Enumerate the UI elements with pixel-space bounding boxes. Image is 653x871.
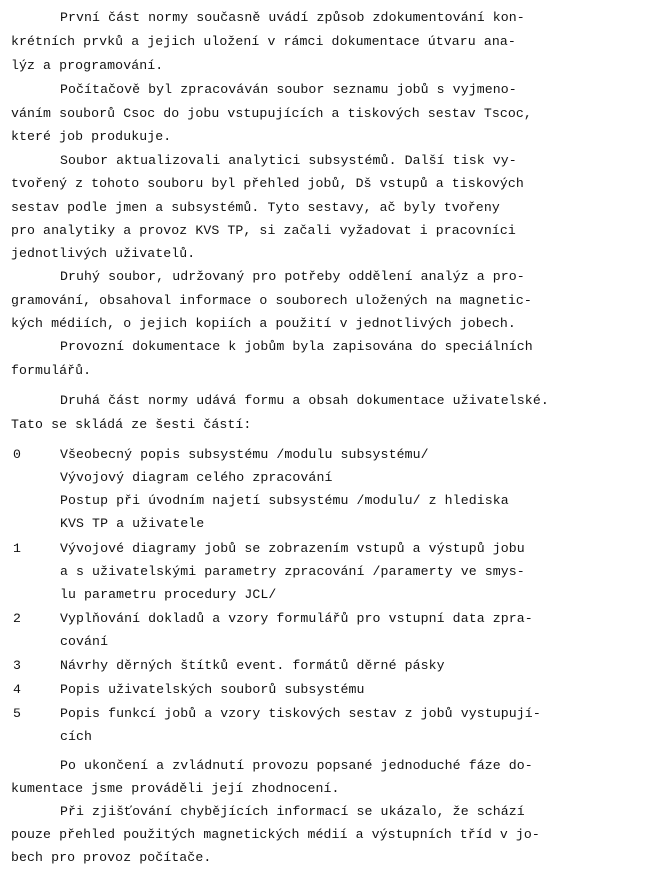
text-line: Po ukončení a zvládnutí provozu popsané jednoduché fáze do-	[60, 758, 533, 773]
list-item-line: Vývojový diagram celého zpracování	[60, 470, 333, 485]
text-line: Druhý soubor, udržovaný pro potřeby oddělení analýz a pro-	[60, 269, 525, 284]
list-item-line: Vývojové diagramy jobů se zobrazením vstupů a výstupů jobu	[60, 541, 525, 556]
list-item-number: 3	[13, 658, 21, 673]
list-item-line: Popis funkcí jobů a vzory tiskových sestav z jobů vystupují-	[60, 706, 541, 721]
text-line: formulářů.	[11, 363, 92, 378]
list-item-line: Vyplňování dokladů a vzory formulářů pro vstupní data zpra-	[60, 611, 533, 626]
list-item-number: 5	[13, 706, 21, 721]
text-line: bech pro provoz počítače.	[11, 850, 212, 865]
list-item-number: 0	[13, 447, 21, 462]
text-line: kých médiích, o jejich kopiích a použití v jednotlivých jobech.	[11, 316, 516, 331]
text-line: sestav podle jmen a subsystémů. Tyto sestavy, ač byly tvořeny	[11, 200, 500, 215]
text-line: kumentace jsme prováděli její zhodnocení.	[11, 781, 340, 796]
text-line: které job produkuje.	[11, 129, 172, 144]
text-line: První část normy současně uvádí způsob zdokumentování kon-	[60, 10, 525, 25]
list-item-line: cování	[60, 634, 109, 649]
text-line: váním souborů Csoc do jobu vstupujících a tiskových sestav Tscoc,	[11, 106, 532, 121]
list-item-number: 4	[13, 682, 21, 697]
text-line: pouze přehled použitých magnetických médií a výstupních tříd v jo-	[11, 827, 540, 842]
text-line: Druhá část normy udává formu a obsah dokumentace uživatelské.	[60, 393, 549, 408]
text-line: tvořený z tohoto souboru byl přehled jobů, Dš vstupů a tiskových	[11, 176, 524, 191]
text-line: Provozní dokumentace k jobům byla zapisována do speciálních	[60, 339, 533, 354]
text-line: gramování, obsahoval informace o souborech uložených na magnetic-	[11, 293, 532, 308]
text-line: Tato se skládá ze šesti částí:	[11, 417, 252, 432]
list-item-line: Návrhy děrných štítků event. formátů děrné pásky	[60, 658, 445, 673]
list-item-line: lu parametru procedury JCL/	[60, 587, 277, 602]
text-line: Počítačově byl zpracováván soubor seznamu jobů s vyjmeno-	[60, 82, 517, 97]
list-item-line: KVS TP a uživatele	[60, 516, 205, 531]
list-item-line: cích	[60, 729, 93, 744]
list-item-line: Popis uživatelských souborů subsystému	[60, 682, 365, 697]
text-line: lýz a programování.	[11, 58, 164, 73]
text-line: Při zjišťování chybějících informací se ukázalo, že schází	[60, 804, 525, 819]
list-item-line: Postup při úvodním najetí subsystému /modulu/ z hlediska	[60, 493, 509, 508]
list-item-line: Všeobecný popis subsystému /modulu subsystému/	[60, 447, 429, 462]
list-item-number: 1	[13, 541, 21, 556]
list-item-number: 2	[13, 611, 21, 626]
text-line: pro analytiky a provoz KVS TP, si začali vyžadovat i pracovníci	[11, 223, 516, 238]
text-line: Soubor aktualizovali analytici subsystémů. Další tisk vy-	[60, 153, 517, 168]
text-line: krétních prvků a jejich uložení v rámci dokumentace útvaru ana-	[11, 34, 516, 49]
list-item-line: a s uživatelskými parametry zpracování /paramerty ve smys-	[60, 564, 525, 579]
text-line: jednotlivých uživatelů.	[11, 246, 196, 261]
